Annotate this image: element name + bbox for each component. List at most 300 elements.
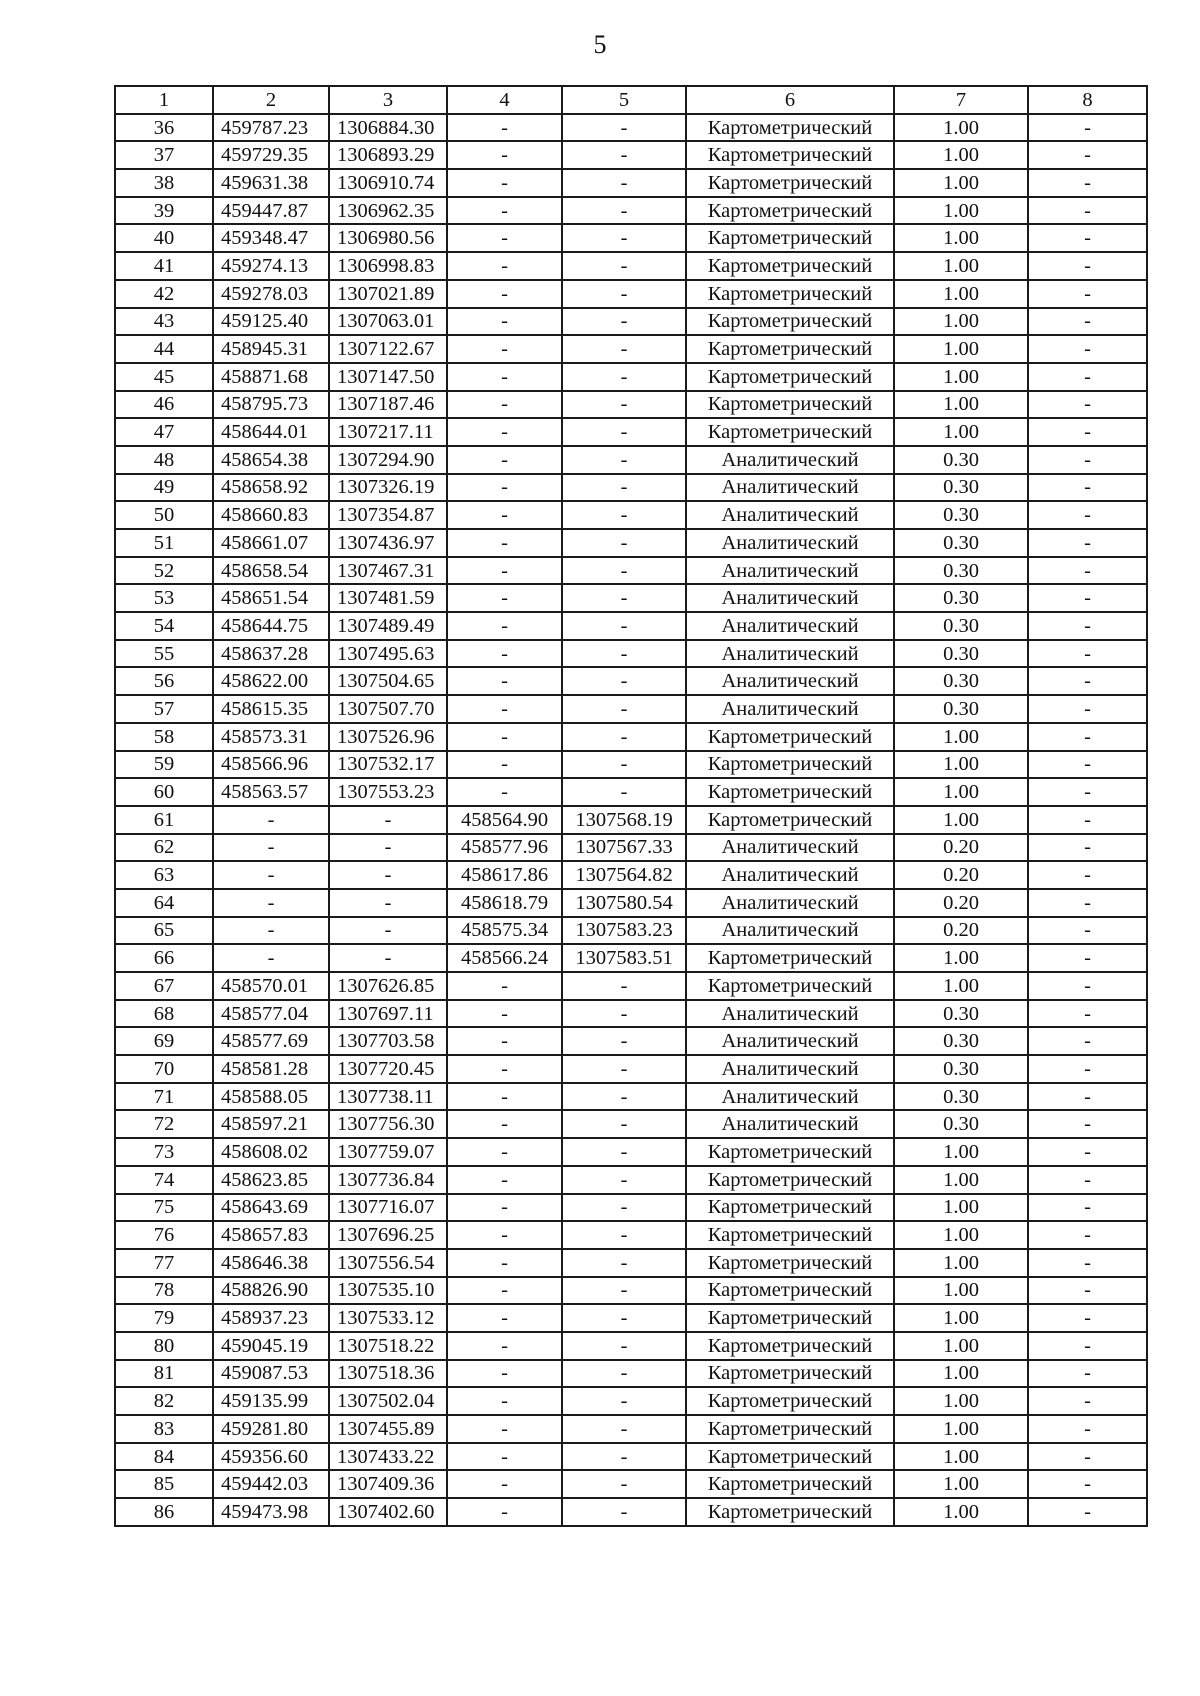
cell-accuracy: 1.00	[894, 1221, 1028, 1249]
cell-method: Аналитический	[686, 474, 894, 502]
cell-x-coordinate-new: -	[447, 557, 562, 585]
table-row	[115, 1027, 1147, 1055]
cell-accuracy: 1.00	[894, 363, 1028, 391]
cell-y-coordinate: 1306893.29	[329, 141, 447, 169]
cell-method: Аналитический	[686, 612, 894, 640]
table-row	[115, 751, 1147, 779]
cell-x-coordinate: 458657.83	[213, 1221, 329, 1249]
cell-y-coordinate: 1307626.85	[329, 972, 447, 1000]
cell-note: -	[1028, 1194, 1147, 1222]
cell-x-coordinate: 458660.83	[213, 501, 329, 529]
cell-x-coordinate-new: -	[447, 1470, 562, 1498]
cell-x-coordinate-new: -	[447, 280, 562, 308]
coordinates-table	[114, 85, 1148, 1527]
cell-y-coordinate: -	[329, 861, 447, 889]
cell-accuracy: 0.30	[894, 1110, 1028, 1138]
table-row	[115, 1249, 1147, 1277]
cell-y-coordinate-new: -	[562, 1000, 686, 1028]
cell-y-coordinate-new: -	[562, 1470, 686, 1498]
cell-point-number: 41	[115, 252, 213, 280]
table-row	[115, 640, 1147, 668]
cell-note: -	[1028, 1000, 1147, 1028]
cell-x-coordinate-new: -	[447, 1083, 562, 1111]
cell-x-coordinate-new: -	[447, 695, 562, 723]
cell-method: Аналитический	[686, 889, 894, 917]
table-row	[115, 695, 1147, 723]
cell-point-number: 58	[115, 723, 213, 751]
cell-point-number: 55	[115, 640, 213, 668]
cell-point-number: 76	[115, 1221, 213, 1249]
cell-accuracy: 1.00	[894, 1166, 1028, 1194]
cell-x-coordinate: 458643.69	[213, 1194, 329, 1222]
cell-y-coordinate: 1306910.74	[329, 169, 447, 197]
cell-y-coordinate-new: 1307580.54	[562, 889, 686, 917]
cell-accuracy: 0.30	[894, 501, 1028, 529]
cell-y-coordinate-new: -	[562, 335, 686, 363]
cell-method: Картометрический	[686, 141, 894, 169]
table-row	[115, 1110, 1147, 1138]
cell-x-coordinate-new: -	[447, 612, 562, 640]
cell-y-coordinate-new: -	[562, 612, 686, 640]
table-row	[115, 280, 1147, 308]
cell-note: -	[1028, 861, 1147, 889]
cell-y-coordinate: 1307187.46	[329, 391, 447, 419]
cell-accuracy: 1.00	[894, 723, 1028, 751]
cell-method: Аналитический	[686, 834, 894, 862]
cell-accuracy: 0.30	[894, 1027, 1028, 1055]
cell-y-coordinate: 1307455.89	[329, 1415, 447, 1443]
table-row	[115, 391, 1147, 419]
cell-accuracy: 0.30	[894, 1055, 1028, 1083]
cell-x-coordinate: 459135.99	[213, 1387, 329, 1415]
cell-method: Аналитический	[686, 667, 894, 695]
cell-point-number: 49	[115, 474, 213, 502]
column-header: 6	[686, 86, 894, 114]
cell-x-coordinate: 458581.28	[213, 1055, 329, 1083]
cell-y-coordinate-new: -	[562, 197, 686, 225]
cell-x-coordinate: 458658.54	[213, 557, 329, 585]
cell-note: -	[1028, 557, 1147, 585]
cell-accuracy: 0.30	[894, 557, 1028, 585]
cell-y-coordinate: 1307217.11	[329, 418, 447, 446]
table-row	[115, 557, 1147, 585]
cell-note: -	[1028, 252, 1147, 280]
cell-y-coordinate-new: -	[562, 1332, 686, 1360]
cell-y-coordinate: 1307433.22	[329, 1443, 447, 1471]
cell-point-number: 50	[115, 501, 213, 529]
cell-point-number: 37	[115, 141, 213, 169]
cell-y-coordinate: 1307532.17	[329, 751, 447, 779]
table-row	[115, 1332, 1147, 1360]
cell-x-coordinate-new: -	[447, 723, 562, 751]
cell-x-coordinate-new: 458564.90	[447, 806, 562, 834]
cell-note: -	[1028, 1221, 1147, 1249]
cell-method: Картометрический	[686, 335, 894, 363]
cell-x-coordinate-new: -	[447, 1055, 562, 1083]
cell-accuracy: 0.30	[894, 1000, 1028, 1028]
cell-note: -	[1028, 114, 1147, 142]
cell-x-coordinate-new: -	[447, 252, 562, 280]
cell-method: Картометрический	[686, 723, 894, 751]
cell-accuracy: 0.20	[894, 834, 1028, 862]
table-row	[115, 1387, 1147, 1415]
cell-x-coordinate: 459473.98	[213, 1498, 329, 1526]
cell-x-coordinate-new: 458575.34	[447, 917, 562, 945]
cell-y-coordinate-new: -	[562, 695, 686, 723]
cell-note: -	[1028, 474, 1147, 502]
cell-point-number: 72	[115, 1110, 213, 1138]
cell-x-coordinate-new: -	[447, 418, 562, 446]
cell-point-number: 68	[115, 1000, 213, 1028]
cell-note: -	[1028, 280, 1147, 308]
cell-note: -	[1028, 1277, 1147, 1305]
cell-y-coordinate-new: -	[562, 391, 686, 419]
cell-note: -	[1028, 751, 1147, 779]
table-row	[115, 1277, 1147, 1305]
cell-x-coordinate-new: -	[447, 1000, 562, 1028]
cell-accuracy: 0.30	[894, 446, 1028, 474]
cell-x-coordinate: 458646.38	[213, 1249, 329, 1277]
cell-note: -	[1028, 1083, 1147, 1111]
cell-accuracy: 1.00	[894, 280, 1028, 308]
cell-x-coordinate-new: -	[447, 640, 562, 668]
column-header: 3	[329, 86, 447, 114]
cell-accuracy: 0.30	[894, 640, 1028, 668]
cell-method: Картометрический	[686, 1249, 894, 1277]
cell-accuracy: 1.00	[894, 252, 1028, 280]
column-header: 2	[213, 86, 329, 114]
cell-x-coordinate-new: -	[447, 446, 562, 474]
cell-accuracy: 1.00	[894, 1498, 1028, 1526]
cell-x-coordinate-new: -	[447, 169, 562, 197]
cell-x-coordinate: 459447.87	[213, 197, 329, 225]
cell-x-coordinate: 458644.75	[213, 612, 329, 640]
cell-y-coordinate-new: -	[562, 1277, 686, 1305]
cell-y-coordinate: -	[329, 889, 447, 917]
cell-method: Картометрический	[686, 1221, 894, 1249]
table-row	[115, 335, 1147, 363]
cell-y-coordinate: -	[329, 834, 447, 862]
cell-y-coordinate-new: -	[562, 751, 686, 779]
cell-y-coordinate: 1307504.65	[329, 667, 447, 695]
cell-x-coordinate-new: -	[447, 1138, 562, 1166]
cell-accuracy: 1.00	[894, 418, 1028, 446]
cell-y-coordinate-new: 1307583.51	[562, 944, 686, 972]
cell-x-coordinate: 459356.60	[213, 1443, 329, 1471]
table-row	[115, 723, 1147, 751]
cell-note: -	[1028, 529, 1147, 557]
column-header: 8	[1028, 86, 1147, 114]
table-row	[115, 446, 1147, 474]
cell-method: Картометрический	[686, 972, 894, 1000]
cell-x-coordinate: 459278.03	[213, 280, 329, 308]
cell-x-coordinate-new: -	[447, 972, 562, 1000]
cell-method: Аналитический	[686, 1055, 894, 1083]
cell-note: -	[1028, 1332, 1147, 1360]
cell-method: Картометрический	[686, 751, 894, 779]
cell-method: Картометрический	[686, 1138, 894, 1166]
cell-x-coordinate-new: 458577.96	[447, 834, 562, 862]
cell-x-coordinate: 458871.68	[213, 363, 329, 391]
cell-y-coordinate: 1307436.97	[329, 529, 447, 557]
cell-point-number: 60	[115, 778, 213, 806]
cell-y-coordinate-new: -	[562, 1249, 686, 1277]
cell-y-coordinate-new: -	[562, 1304, 686, 1332]
table-row	[115, 612, 1147, 640]
table-row	[115, 778, 1147, 806]
table-row	[115, 944, 1147, 972]
cell-y-coordinate: 1307507.70	[329, 695, 447, 723]
cell-accuracy: 1.00	[894, 1443, 1028, 1471]
cell-note: -	[1028, 197, 1147, 225]
cell-accuracy: 0.30	[894, 529, 1028, 557]
column-header: 4	[447, 86, 562, 114]
cell-x-coordinate: 458945.31	[213, 335, 329, 363]
cell-x-coordinate: 458623.85	[213, 1166, 329, 1194]
cell-method: Картометрический	[686, 1332, 894, 1360]
cell-note: -	[1028, 1360, 1147, 1388]
cell-point-number: 48	[115, 446, 213, 474]
cell-accuracy: 0.20	[894, 861, 1028, 889]
cell-x-coordinate-new: -	[447, 224, 562, 252]
cell-x-coordinate: 458651.54	[213, 584, 329, 612]
cell-accuracy: 1.00	[894, 1332, 1028, 1360]
cell-x-coordinate-new: -	[447, 1332, 562, 1360]
cell-y-coordinate: 1307294.90	[329, 446, 447, 474]
cell-y-coordinate-new: 1307583.23	[562, 917, 686, 945]
cell-x-coordinate: 459729.35	[213, 141, 329, 169]
cell-x-coordinate: 458826.90	[213, 1277, 329, 1305]
column-header: 7	[894, 86, 1028, 114]
cell-y-coordinate-new: -	[562, 1027, 686, 1055]
cell-y-coordinate-new: -	[562, 363, 686, 391]
cell-y-coordinate-new: 1307564.82	[562, 861, 686, 889]
cell-x-coordinate-new: -	[447, 197, 562, 225]
cell-x-coordinate: 458658.92	[213, 474, 329, 502]
cell-y-coordinate: 1307021.89	[329, 280, 447, 308]
cell-point-number: 63	[115, 861, 213, 889]
cell-point-number: 75	[115, 1194, 213, 1222]
cell-note: -	[1028, 612, 1147, 640]
cell-method: Аналитический	[686, 529, 894, 557]
cell-accuracy: 1.00	[894, 1277, 1028, 1305]
table-row	[115, 114, 1147, 142]
column-header: 1	[115, 86, 213, 114]
cell-x-coordinate: 458566.96	[213, 751, 329, 779]
cell-x-coordinate: 459045.19	[213, 1332, 329, 1360]
cell-x-coordinate-new: -	[447, 1249, 562, 1277]
cell-note: -	[1028, 806, 1147, 834]
cell-y-coordinate: 1307063.01	[329, 308, 447, 336]
cell-y-coordinate: 1307703.58	[329, 1027, 447, 1055]
cell-y-coordinate-new: -	[562, 640, 686, 668]
cell-x-coordinate-new: -	[447, 667, 562, 695]
cell-method: Картометрический	[686, 1277, 894, 1305]
cell-note: -	[1028, 1110, 1147, 1138]
cell-method: Картометрический	[686, 391, 894, 419]
cell-y-coordinate: 1307759.07	[329, 1138, 447, 1166]
cell-x-coordinate: 459087.53	[213, 1360, 329, 1388]
cell-x-coordinate: -	[213, 944, 329, 972]
table-row	[115, 806, 1147, 834]
cell-accuracy: 0.30	[894, 612, 1028, 640]
cell-x-coordinate-new: -	[447, 308, 562, 336]
cell-x-coordinate: 458654.38	[213, 446, 329, 474]
cell-y-coordinate: 1307402.60	[329, 1498, 447, 1526]
cell-point-number: 57	[115, 695, 213, 723]
cell-y-coordinate: 1307481.59	[329, 584, 447, 612]
cell-x-coordinate-new: -	[447, 1277, 562, 1305]
cell-note: -	[1028, 640, 1147, 668]
table-row	[115, 1360, 1147, 1388]
cell-y-coordinate: 1307533.12	[329, 1304, 447, 1332]
cell-accuracy: 1.00	[894, 806, 1028, 834]
cell-method: Аналитический	[686, 861, 894, 889]
table-row	[115, 501, 1147, 529]
cell-y-coordinate-new: -	[562, 1138, 686, 1166]
cell-note: -	[1028, 1166, 1147, 1194]
cell-point-number: 71	[115, 1083, 213, 1111]
table-row	[115, 1055, 1147, 1083]
cell-note: -	[1028, 391, 1147, 419]
cell-point-number: 86	[115, 1498, 213, 1526]
cell-y-coordinate: 1307467.31	[329, 557, 447, 585]
cell-point-number: 52	[115, 557, 213, 585]
cell-accuracy: 1.00	[894, 308, 1028, 336]
cell-y-coordinate: 1307553.23	[329, 778, 447, 806]
cell-x-coordinate: -	[213, 834, 329, 862]
cell-x-coordinate-new: -	[447, 1304, 562, 1332]
cell-accuracy: 1.00	[894, 1194, 1028, 1222]
cell-x-coordinate: 458597.21	[213, 1110, 329, 1138]
cell-y-coordinate: 1307122.67	[329, 335, 447, 363]
cell-x-coordinate-new: -	[447, 1387, 562, 1415]
cell-method: Аналитический	[686, 695, 894, 723]
cell-x-coordinate: 458588.05	[213, 1083, 329, 1111]
table-row	[115, 667, 1147, 695]
cell-accuracy: 0.30	[894, 1083, 1028, 1111]
cell-accuracy: 1.00	[894, 391, 1028, 419]
cell-method: Аналитический	[686, 1110, 894, 1138]
cell-accuracy: 0.30	[894, 584, 1028, 612]
cell-method: Картометрический	[686, 252, 894, 280]
table-row	[115, 169, 1147, 197]
cell-point-number: 77	[115, 1249, 213, 1277]
cell-x-coordinate: 459274.13	[213, 252, 329, 280]
cell-note: -	[1028, 944, 1147, 972]
cell-note: -	[1028, 889, 1147, 917]
table-row	[115, 972, 1147, 1000]
cell-method: Картометрический	[686, 363, 894, 391]
cell-note: -	[1028, 141, 1147, 169]
table-row	[115, 418, 1147, 446]
table-row	[115, 861, 1147, 889]
cell-y-coordinate-new: -	[562, 972, 686, 1000]
cell-note: -	[1028, 1415, 1147, 1443]
cell-y-coordinate-new: -	[562, 474, 686, 502]
cell-method: Картометрический	[686, 114, 894, 142]
cell-x-coordinate: -	[213, 889, 329, 917]
cell-note: -	[1028, 1498, 1147, 1526]
cell-y-coordinate: 1307696.25	[329, 1221, 447, 1249]
cell-x-coordinate: 458577.04	[213, 1000, 329, 1028]
cell-accuracy: 0.30	[894, 695, 1028, 723]
cell-note: -	[1028, 778, 1147, 806]
cell-method: Картометрический	[686, 418, 894, 446]
cell-accuracy: 1.00	[894, 778, 1028, 806]
cell-x-coordinate: 458795.73	[213, 391, 329, 419]
cell-note: -	[1028, 667, 1147, 695]
cell-y-coordinate: 1306998.83	[329, 252, 447, 280]
table-row	[115, 834, 1147, 862]
cell-accuracy: 1.00	[894, 944, 1028, 972]
cell-point-number: 79	[115, 1304, 213, 1332]
cell-point-number: 62	[115, 834, 213, 862]
cell-x-coordinate: 458622.00	[213, 667, 329, 695]
cell-note: -	[1028, 501, 1147, 529]
table-row	[115, 917, 1147, 945]
cell-point-number: 39	[115, 197, 213, 225]
table-row	[115, 308, 1147, 336]
cell-x-coordinate: 458608.02	[213, 1138, 329, 1166]
cell-note: -	[1028, 972, 1147, 1000]
table-row	[115, 1083, 1147, 1111]
table-row	[115, 363, 1147, 391]
table-row	[115, 1443, 1147, 1471]
table-row	[115, 197, 1147, 225]
cell-y-coordinate-new: -	[562, 1055, 686, 1083]
table-row	[115, 1166, 1147, 1194]
cell-y-coordinate: 1307518.22	[329, 1332, 447, 1360]
cell-x-coordinate-new: -	[447, 1110, 562, 1138]
cell-y-coordinate-new: -	[562, 1498, 686, 1526]
cell-x-coordinate-new: -	[447, 1360, 562, 1388]
cell-note: -	[1028, 1304, 1147, 1332]
cell-point-number: 83	[115, 1415, 213, 1443]
cell-point-number: 38	[115, 169, 213, 197]
cell-y-coordinate-new: -	[562, 169, 686, 197]
cell-x-coordinate-new: 458617.86	[447, 861, 562, 889]
cell-x-coordinate: 458615.35	[213, 695, 329, 723]
cell-note: -	[1028, 1249, 1147, 1277]
cell-point-number: 78	[115, 1277, 213, 1305]
table-row	[115, 889, 1147, 917]
cell-x-coordinate: -	[213, 806, 329, 834]
cell-y-coordinate: 1307526.96	[329, 723, 447, 751]
cell-x-coordinate: 458563.57	[213, 778, 329, 806]
cell-x-coordinate-new: 458566.24	[447, 944, 562, 972]
cell-y-coordinate: 1307736.84	[329, 1166, 447, 1194]
cell-method: Картометрический	[686, 169, 894, 197]
cell-accuracy: 1.00	[894, 1387, 1028, 1415]
cell-x-coordinate-new: -	[447, 391, 562, 419]
cell-point-number: 51	[115, 529, 213, 557]
cell-method: Картометрический	[686, 280, 894, 308]
cell-x-coordinate-new: -	[447, 141, 562, 169]
cell-y-coordinate: 1307535.10	[329, 1277, 447, 1305]
cell-point-number: 85	[115, 1470, 213, 1498]
cell-point-number: 74	[115, 1166, 213, 1194]
cell-y-coordinate-new: -	[562, 224, 686, 252]
cell-method: Аналитический	[686, 1000, 894, 1028]
cell-method: Аналитический	[686, 917, 894, 945]
cell-point-number: 53	[115, 584, 213, 612]
cell-point-number: 40	[115, 224, 213, 252]
cell-y-coordinate-new: -	[562, 667, 686, 695]
cell-y-coordinate-new: -	[562, 252, 686, 280]
cell-point-number: 70	[115, 1055, 213, 1083]
cell-accuracy: 1.00	[894, 335, 1028, 363]
